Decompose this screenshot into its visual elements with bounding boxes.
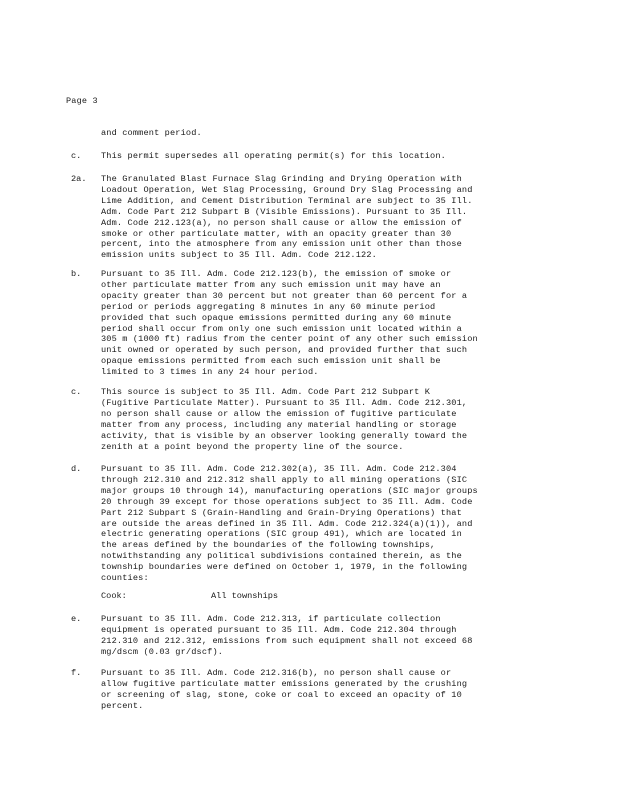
section-marker: c. (71, 387, 82, 397)
paragraph-body (101, 151, 531, 162)
paragraph-line: zenith at a point beyond the property line of the source. (101, 441, 404, 452)
paragraph-line: no person shall cause or allow the emission of fugitive particulate (101, 408, 457, 419)
paragraph-line: Lime Addition, and Cement Distribution Terminal are subject to 35 Ill. (101, 195, 473, 206)
paragraph-line: 305 m (1000 ft) radius from the center point of any other such emission (101, 334, 478, 345)
paragraph-line: This permit supersedes all operating permit(s) for this location. (101, 151, 446, 161)
paragraph-line: This source is subject to 35 Ill. Adm. Code Part 212 Subpart K (101, 387, 431, 397)
paragraph-line: Pursuant to 35 Ill. Adm. Code 212.313, if particulate collection (101, 614, 441, 624)
paragraph-body (101, 128, 531, 139)
section-marker: f. (71, 668, 82, 678)
paragraph-body (101, 387, 531, 452)
paragraph-line: Pursuant to 35 Ill. Adm. Code 212.316(b), no person shall cause or (101, 668, 452, 678)
section-marker: c. (71, 151, 82, 161)
paragraph-line: through 212.310 and 212.312 shall apply to all mining operations (SIC (101, 474, 468, 485)
paragraph-line: and comment period. (101, 128, 202, 138)
paragraph-line: Part 212 Subpart S (Grain-Handling and Grain-Drying Operations) that (101, 507, 462, 518)
paragraph-line: Adm. Code Part 212 Subpart B (Visible Emissions). Pursuant to 35 Ill. (101, 206, 468, 217)
paragraph-line: equipment is operated pursuant to 35 Ill. Adm. Code 212.304 through (101, 624, 457, 635)
paragraph-line: Loadout Operation, Wet Slag Processing, Ground Dry Slag Processing and (101, 184, 473, 195)
county-name: Cook: (101, 591, 127, 601)
paragraph-line: the areas defined by the boundaries of the following townships, (101, 540, 436, 551)
section-marker: d. (71, 464, 82, 474)
paragraph-line: unit owned or operated by such person, and provided further that such (101, 345, 468, 356)
paragraph-line: Pursuant to 35 Ill. Adm. Code 212.123(b), the emission of smoke or (101, 269, 452, 279)
county-townships: All townships (211, 591, 279, 601)
paragraph-line: are outside the areas defined in 35 Ill. Adm. Code 212.324(a)(1)), and (101, 518, 473, 529)
paragraph-line: limited to 3 times in any 24 hour period. (101, 367, 319, 378)
paragraph-line: major groups 10 through 14), manufacturing operations (SIC major groups (101, 485, 478, 496)
paragraph-line: 212.310 and 212.312, emissions from such equipment shall not exceed 68 (101, 635, 473, 646)
paragraph-line: electric generating operations (SIC group 491), which are located in (101, 529, 462, 540)
paragraph-line: percent, into the atmosphere from any emission unit other than those (101, 239, 462, 250)
paragraph-line: period shall occur from only one such emission unit located within a (101, 323, 462, 334)
paragraph-line: (Fugitive Particulate Matter). Pursuant to 35 Ill. Adm. Code 212.301, (101, 397, 468, 408)
paragraph-line: smoke or other particulate matter, with an opacity greater than 30 (101, 228, 452, 239)
paragraph-body (101, 269, 531, 378)
paragraph-line: activity, that is visible by an observer looking generally toward the (101, 430, 468, 441)
paragraph-body (101, 174, 531, 261)
paragraph-line: provided that such opaque emissions permitted during any 60 minute (101, 312, 452, 323)
paragraph-line: Pursuant to 35 Ill. Adm. Code 212.302(a), 35 Ill. Adm. Code 212.304 (101, 464, 457, 474)
paragraph-line: 20 through 39 except for those operations subject to 35 Ill. Adm. Code (101, 496, 473, 507)
paragraph-line: counties: (101, 573, 149, 584)
paragraph-line: Adm. Code 212.123(a), no person shall cause or allow the emission of (101, 217, 462, 228)
paragraph-line: allow fugitive particulate matter emissions generated by the crushing (101, 678, 468, 689)
paragraph-line: other particulate matter from any such emission unit may have an (101, 279, 441, 290)
paragraph-line: mg/dscm (0.03 gr/dscf). (101, 646, 224, 657)
paragraph-line: or screening of slag, stone, coke or coal to exceed an opacity of 10 (101, 689, 462, 700)
paragraph-line: emission units subject to 35 Ill. Adm. Code 212.122. (101, 250, 377, 261)
paragraph-line: opacity greater than 30 percent but not greater than 60 percent for a (101, 290, 468, 301)
paragraph-body (101, 464, 531, 584)
paragraph-line: percent. (101, 700, 144, 711)
section-marker: e. (71, 614, 82, 624)
paragraph-body (101, 668, 531, 712)
paragraph-line: opaque emissions permitted from each such emission unit shall be (101, 356, 441, 367)
paragraph-line: period or periods aggregating 8 minutes in any 60 minute period (101, 301, 436, 312)
section-marker: 2a. (71, 174, 87, 184)
paragraph-body (101, 614, 531, 658)
paragraph-line: matter from any process, including any material handling or storage (101, 419, 457, 430)
paragraph-line: notwithstanding any political subdivisions contained therein, as the (101, 551, 462, 562)
section-marker: b. (71, 269, 82, 279)
page-number: Page 3 (66, 96, 98, 106)
paragraph-line: township boundaries were defined on October 1, 1979, in the following (101, 562, 468, 573)
paragraph-line: The Granulated Blast Furnace Slag Grinding and Drying Operation with (101, 174, 462, 184)
